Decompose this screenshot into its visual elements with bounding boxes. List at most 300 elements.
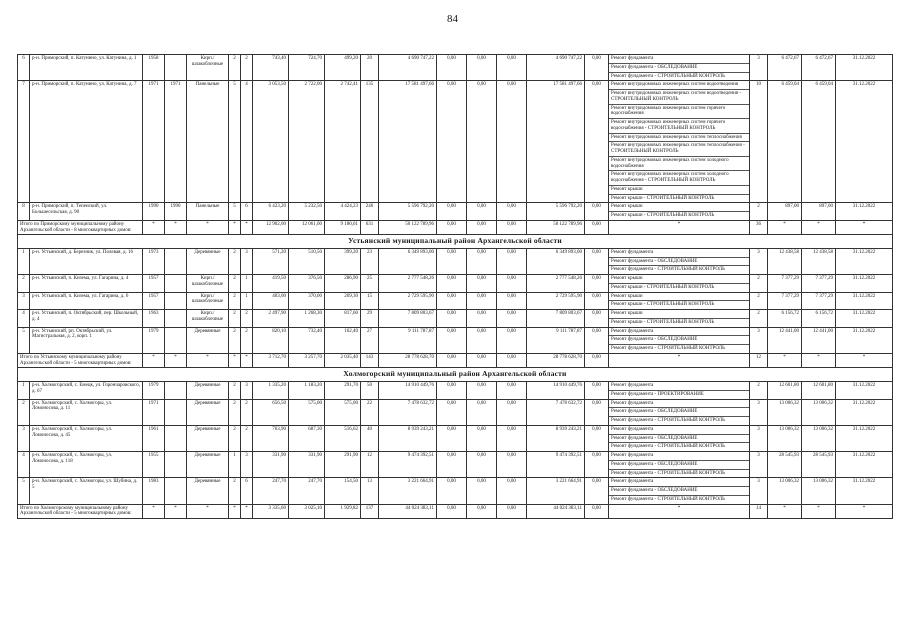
- row-number: 2: [18, 275, 30, 293]
- total-premises-area: 3 257,70: [289, 353, 325, 368]
- row-fund-federal: 0,00: [437, 452, 467, 478]
- row-fund-municipal: 0,00: [497, 81, 527, 203]
- works-list: [609, 426, 749, 451]
- row-works-count: 2: [750, 203, 768, 221]
- row-works-list: [609, 399, 750, 425]
- row-deadline: 31.12.2022: [836, 203, 893, 221]
- row-total-area: 2 497,90: [253, 310, 289, 328]
- row-entrances: 1: [241, 292, 253, 310]
- row-premises-area: 247,70: [289, 478, 325, 504]
- total-total-area: 3 335,60: [253, 504, 289, 519]
- table-row: [18, 382, 893, 400]
- total-total-area: 3 712,70: [253, 353, 289, 368]
- row-living-area: 817,60: [325, 310, 361, 328]
- works-list: [609, 203, 749, 220]
- row-residents: 29: [361, 310, 379, 328]
- total-star: *: [143, 504, 165, 519]
- row-premises-area: 370,00: [289, 292, 325, 310]
- row-number: 5: [18, 327, 30, 353]
- row-unit-cost: 28 545,93: [768, 452, 802, 478]
- total-cost: 28 778 628,70: [379, 353, 437, 368]
- row-wall-material: Кирп./ шлакоблочные: [187, 310, 229, 328]
- row-number: 7: [18, 81, 30, 203]
- row-entrances: 2: [241, 327, 253, 353]
- row-floors: 1: [229, 452, 241, 478]
- total-fund-other: 0,00: [585, 504, 609, 519]
- row-residents: 27: [361, 327, 379, 353]
- work-item: Ремонт фундамента: [609, 382, 749, 391]
- row-fund-federal: 0,00: [437, 478, 467, 504]
- row-year-built: 1958: [143, 55, 165, 81]
- row-cost-total: 8 939 243,21: [379, 425, 437, 451]
- row-living-area: 154,50: [325, 478, 361, 504]
- row-unit-cost: 12 441,00: [768, 327, 802, 353]
- row-number: 5: [18, 478, 30, 504]
- total-star: *: [768, 353, 802, 368]
- row-fund-owners: 6 349 893,00: [527, 248, 585, 274]
- work-item: Ремонт крыши - СТРОИТЕЛЬНЫЙ КОНТРОЛЬ: [611, 213, 715, 218]
- row-fund-owners: 9 111 787,87: [527, 327, 585, 353]
- row-fund-other: 0,00: [585, 248, 609, 274]
- row-works-count: 3: [750, 425, 768, 451]
- row-floors: 2: [229, 382, 241, 400]
- row-residents: 12: [361, 452, 379, 478]
- row-cost-total: 7 478 632,72: [379, 399, 437, 425]
- row-number: 2: [18, 399, 30, 425]
- row-entrances: 3: [241, 382, 253, 400]
- total-fund-owners: 28 778 628,70: [527, 353, 585, 368]
- row-unit-cost: 7 377,29: [768, 275, 802, 293]
- table-row: [18, 55, 893, 81]
- total-star: *: [241, 220, 253, 235]
- row-cost-total: 3 221 664,91: [379, 478, 437, 504]
- row-deadline: 31.12.2022: [836, 275, 893, 293]
- row-total-area: 1 335,20: [253, 382, 289, 400]
- row-wall-material: Панельные: [187, 203, 229, 221]
- total-premises-area: 12 061,00: [289, 220, 325, 235]
- table-row: [18, 310, 893, 328]
- row-living-area: 399,20: [325, 248, 361, 274]
- total-fund-owners: 50 122 789,96: [527, 220, 585, 235]
- row-fund-owners: 2 729 595,90: [527, 292, 585, 310]
- total-fund-federal: 0,00: [437, 353, 467, 368]
- total-fund-municipal: 0,00: [497, 504, 527, 519]
- row-residents: 246: [361, 203, 379, 221]
- row-number: 1: [18, 382, 30, 400]
- row-entrances: 2: [241, 310, 253, 328]
- work-item: Ремонт фундамента - ОБСЛЕДОВАНИЕ: [609, 487, 749, 496]
- row-fund-other: 0,00: [585, 55, 609, 81]
- row-works-list: [609, 478, 750, 504]
- row-works-list: [609, 275, 750, 293]
- row-floors: 2: [229, 310, 241, 328]
- work-item: Ремонт фундамента - СТРОИТЕЛЬНЫЙ КОНТРОЛЬ: [611, 444, 725, 450]
- row-year-built: 1990: [143, 203, 165, 221]
- works-list: [609, 293, 749, 310]
- row-total-area: 571,20: [253, 248, 289, 274]
- row-fund-federal: 0,00: [437, 382, 467, 400]
- work-item: Ремонт внутридомовых инженерных систем водоотведения - СТРОИТЕЛЬНЫЙ КОНТРОЛЬ: [609, 90, 749, 105]
- row-cost-total: 2 729 595,90: [379, 292, 437, 310]
- row-deadline: 31.12.2022: [836, 425, 893, 451]
- row-year-built: 1957: [143, 275, 165, 293]
- row-floors: 5: [229, 203, 241, 221]
- row-wall-material: Деревянные: [187, 248, 229, 274]
- row-cost-total: 6 349 893,00: [379, 248, 437, 274]
- row-fund-owners: 7 809 803,67: [527, 310, 585, 328]
- row-year-built: 1971: [143, 81, 165, 203]
- row-unit-limit: 7 377,29: [802, 292, 836, 310]
- row-fund-owners: 9 474 392,51: [527, 452, 585, 478]
- total-star: *: [143, 220, 165, 235]
- row-total-area: 331,90: [253, 452, 289, 478]
- row-cost-total: 14 910 449,76: [379, 382, 437, 400]
- row-fund-federal: 0,00: [437, 203, 467, 221]
- row-fund-other: 0,00: [585, 81, 609, 203]
- row-floors: 2: [229, 248, 241, 274]
- row-residents: 23: [361, 248, 379, 274]
- row-entrances: 1: [241, 275, 253, 293]
- row-cost-total: 4 690 747,22: [379, 55, 437, 81]
- row-total-area: 403,00: [253, 292, 289, 310]
- row-cost-total: 2 777 548,26: [379, 275, 437, 293]
- works-list: [609, 382, 749, 399]
- row-works-list: [609, 292, 750, 310]
- work-item: Ремонт крыши - СТРОИТЕЛЬНЫЙ КОНТРОЛЬ: [611, 319, 715, 325]
- work-item: Ремонт внутридомовых инженерных систем теплоснабжения: [609, 134, 749, 143]
- row-unit-limit: 6 459,04: [802, 81, 836, 203]
- total-fund-municipal: 0,00: [497, 353, 527, 368]
- row-floors: 2: [229, 399, 241, 425]
- row-works-count: 2: [750, 382, 768, 400]
- total-star: *: [836, 504, 893, 519]
- row-works-list: [609, 203, 750, 221]
- work-item: Ремонт фундамента - СТРОИТЕЛЬНЫЙ КОНТРОЛЬ: [611, 496, 725, 502]
- work-item: Ремонт крыши: [609, 186, 749, 195]
- total-cost: 50 122 789,96: [379, 220, 437, 235]
- row-premises-area: 1 268,30: [289, 310, 325, 328]
- row-cost-total: 7 809 803,67: [379, 310, 437, 328]
- row-entrances: 4: [241, 81, 253, 203]
- row-wall-material: Деревянные: [187, 478, 229, 504]
- work-item: Ремонт фундамента: [609, 55, 749, 64]
- row-number: 4: [18, 310, 30, 328]
- table-row: [18, 275, 893, 293]
- row-fund-other: 0,00: [585, 478, 609, 504]
- table-row: [18, 425, 893, 451]
- work-item: Ремонт крыши: [609, 293, 749, 302]
- total-living-area: 2 035,40: [325, 353, 361, 368]
- row-deadline: 31.12.2022: [836, 399, 893, 425]
- table-row: [18, 327, 893, 353]
- row-wall-material: Деревянные: [187, 382, 229, 400]
- row-fund-other: 0,00: [585, 203, 609, 221]
- total-fund-regional: 0,00: [467, 504, 497, 519]
- row-fund-regional: 0,00: [467, 81, 497, 203]
- row-works-list: [609, 425, 750, 451]
- row-living-area: 575,00: [325, 399, 361, 425]
- row-cost-total: 5 596 792,20: [379, 203, 437, 221]
- row-floors: 2: [229, 425, 241, 451]
- row-unit-limit: 28 545,93: [802, 452, 836, 478]
- row-fund-other: 0,00: [585, 452, 609, 478]
- work-item: Ремонт фундамента - СТРОИТЕЛЬНЫЙ КОНТРОЛЬ: [611, 267, 725, 273]
- row-unit-cost: 13 006,32: [768, 399, 802, 425]
- row-fund-owners: 14 910 449,76: [527, 382, 585, 400]
- total-star: *: [768, 220, 802, 235]
- total-label: Итого по Приморскому муниципальному району Архангельской области - 8 многоквартирных домов:: [18, 220, 143, 235]
- row-living-area: 291,70: [325, 382, 361, 400]
- region-header-row: [18, 368, 893, 382]
- work-item: Ремонт фундамента - ОБСЛЕДОВАНИЕ: [609, 258, 749, 267]
- total-fund-regional: 0,00: [467, 220, 497, 235]
- work-item: Ремонт крыши - СТРОИТЕЛЬНЫЙ КОНТРОЛЬ: [611, 195, 715, 201]
- work-item: Ремонт фундамента: [609, 452, 749, 461]
- row-number: 4: [18, 452, 30, 478]
- total-residents: 143: [361, 353, 379, 368]
- row-fund-owners: 5 596 792,20: [527, 203, 585, 221]
- row-wall-material: Кирп./ шлакоблочные: [187, 292, 229, 310]
- row-deadline: 31.12.2022: [836, 382, 893, 400]
- row-works-list: [609, 81, 750, 203]
- row-deadline: 31.12.2022: [836, 452, 893, 478]
- row-floors: 2: [229, 478, 241, 504]
- row-fund-other: 0,00: [585, 382, 609, 400]
- total-cost: 44 024 383,11: [379, 504, 437, 519]
- row-premises-area: 724,70: [289, 55, 325, 81]
- row-year-built: 1979: [143, 382, 165, 400]
- row-fund-federal: 0,00: [437, 327, 467, 353]
- row-year-built: 1971: [143, 399, 165, 425]
- row-deadline: 31.12.2022: [836, 292, 893, 310]
- work-item: Ремонт фундамента - ОБСЛЕДОВАНИЕ: [609, 461, 749, 470]
- table-row: [18, 203, 893, 221]
- row-residents: 25: [361, 275, 379, 293]
- row-works-count: 2: [750, 292, 768, 310]
- row-number: 1: [18, 248, 30, 274]
- work-item: Ремонт фундамента: [609, 478, 749, 487]
- total-fund-regional: 0,00: [467, 353, 497, 368]
- row-floors: 2: [229, 292, 241, 310]
- row-wall-material: Кирп./ шлакоблочные: [187, 275, 229, 293]
- row-works-count: 3: [750, 478, 768, 504]
- total-star: *: [836, 353, 893, 368]
- row-fund-regional: 0,00: [467, 425, 497, 451]
- row-year-overhaul: 1971: [165, 81, 187, 203]
- row-works-list: [609, 55, 750, 81]
- total-fund-federal: 0,00: [437, 504, 467, 519]
- row-works-count: 2: [750, 275, 768, 293]
- row-address: р-н. Холмогорский, с. Холмогоры, ул. Ломоносова, д. 45: [30, 425, 143, 451]
- work-item: Ремонт фундамента - ОБСЛЕДОВАНИЕ: [609, 64, 749, 73]
- row-fund-municipal: 0,00: [497, 55, 527, 81]
- row-year-built: 1973: [143, 248, 165, 274]
- work-item: Ремонт внутридомовых инженерных систем горячего водоснабжения - СТРОИТЕЛЬНЫЙ КОНТРОЛЬ: [609, 119, 749, 134]
- row-fund-owners: 2 777 548,26: [527, 275, 585, 293]
- total-star: *: [187, 353, 229, 368]
- row-address: р-н. Устьянский, п. Кизема, ул. Гагарина, д. 4: [30, 275, 143, 293]
- row-premises-area: 376,50: [289, 275, 325, 293]
- row-works-count: 3: [750, 327, 768, 353]
- work-item: Ремонт фундамента - СТРОИТЕЛЬНЫЙ КОНТРОЛЬ: [611, 418, 725, 423]
- total-fund-municipal: 0,00: [497, 220, 527, 235]
- row-fund-regional: 0,00: [467, 55, 497, 81]
- total-fund-other: 0,00: [585, 220, 609, 235]
- row-floors: 2: [229, 275, 241, 293]
- row-fund-owners: 17 581 497,66: [527, 81, 585, 203]
- row-works-list: [609, 310, 750, 328]
- row-fund-federal: 0,00: [437, 399, 467, 425]
- row-unit-limit: 7 377,29: [802, 275, 836, 293]
- row-premises-area: 331,90: [289, 452, 325, 478]
- row-deadline: 31.12.2022: [836, 478, 893, 504]
- row-year-overhaul: [165, 292, 187, 310]
- region-header-row: [18, 235, 893, 249]
- total-residents: 137: [361, 504, 379, 519]
- row-unit-cost: 6 459,04: [768, 81, 802, 203]
- works-list: [609, 55, 749, 80]
- total-star: *: [836, 220, 893, 235]
- row-year-overhaul: [165, 399, 187, 425]
- total-star: *: [165, 353, 187, 368]
- row-unit-cost: 6 472,67: [768, 55, 802, 81]
- row-total-area: 743,40: [253, 55, 289, 81]
- row-living-area: 2 742,41: [325, 81, 361, 203]
- row-fund-owners: 4 690 747,22: [527, 55, 585, 81]
- row-entrances: 2: [241, 55, 253, 81]
- row-year-overhaul: [165, 310, 187, 328]
- total-star: *: [165, 504, 187, 519]
- row-entrances: 3: [241, 248, 253, 274]
- row-year-overhaul: [165, 55, 187, 81]
- row-floors: 2: [229, 55, 241, 81]
- row-cost-total: 9 474 392,51: [379, 452, 437, 478]
- row-year-built: 1983: [143, 478, 165, 504]
- row-fund-regional: 0,00: [467, 203, 497, 221]
- work-item: Ремонт фундамента: [609, 426, 749, 435]
- row-fund-regional: 0,00: [467, 248, 497, 274]
- row-works-list: [609, 452, 750, 478]
- total-star: *: [229, 353, 241, 368]
- row-fund-other: 0,00: [585, 310, 609, 328]
- works-list: [609, 452, 749, 477]
- row-residents: 15: [361, 292, 379, 310]
- row-wall-material: Деревянные: [187, 327, 229, 353]
- row-deadline: 31.12.2022: [836, 248, 893, 274]
- row-fund-municipal: 0,00: [497, 310, 527, 328]
- row-address: р-н. Холмогорский, с. Холмогоры, ул. Ломоносова, д. 11: [30, 399, 143, 425]
- total-living-area: 1 929,82: [325, 504, 361, 519]
- work-item: Ремонт внутридомовых инженерных систем водоотведения: [609, 81, 749, 90]
- row-entrances: 6: [241, 203, 253, 221]
- row-unit-cost: 13 006,32: [768, 425, 802, 451]
- section-total-row: [18, 220, 893, 235]
- total-star: *: [802, 220, 836, 235]
- row-address: р-н. Устьянский, п. Кизема, ул. Гагарина, д. 6: [30, 292, 143, 310]
- row-fund-regional: 0,00: [467, 292, 497, 310]
- total-star: *: [241, 353, 253, 368]
- row-fund-federal: 0,00: [437, 310, 467, 328]
- row-address: р-н. Устьянский, п. Октябрьский, пер. Школьный, д. 4: [30, 310, 143, 328]
- row-total-area: 820,10: [253, 327, 289, 353]
- row-year-built: 1961: [143, 425, 165, 451]
- row-wall-material: Деревянные: [187, 452, 229, 478]
- row-total-area: 6 423,20: [253, 203, 289, 221]
- table-row: [18, 248, 893, 274]
- total-residents: 631: [361, 220, 379, 235]
- work-item: Ремонт фундамента - ОБСЛЕДОВАНИЕ: [609, 435, 749, 444]
- works-list: [609, 81, 749, 202]
- row-unit-limit: 12 441,00: [802, 327, 836, 353]
- work-item: Ремонт фундамента - ОБСЛЕДОВАНИЕ: [609, 336, 749, 345]
- total-works-count: 12: [750, 353, 768, 368]
- row-unit-cost: 13 006,32: [768, 478, 802, 504]
- row-fund-municipal: 0,00: [497, 327, 527, 353]
- row-fund-other: 0,00: [585, 327, 609, 353]
- row-wall-material: Панельные: [187, 81, 229, 203]
- row-fund-owners: 7 478 632,72: [527, 399, 585, 425]
- row-unit-cost: 12 438,58: [768, 248, 802, 274]
- row-fund-regional: 0,00: [467, 478, 497, 504]
- works-list: [609, 310, 749, 327]
- row-premises-area: 2 722,00: [289, 81, 325, 203]
- total-label: Итого по Холмогорскому муниципальному району Архангельской области - 5 многоквартирных домов:: [18, 504, 143, 519]
- row-address: р-н. Устьянский, рп. Октябрьский, ул. Магистральная, д. 2, корп. 1: [30, 327, 143, 353]
- row-total-area: 3 053,50: [253, 81, 289, 203]
- row-deadline: 31.12.2022: [836, 327, 893, 353]
- total-fund-owners: 44 024 383,11: [527, 504, 585, 519]
- row-residents: 135: [361, 81, 379, 203]
- region-title: Устьянский муниципальный район Архангельской области: [18, 235, 893, 249]
- row-fund-municipal: 0,00: [497, 203, 527, 221]
- total-star: *: [609, 353, 750, 368]
- row-works-count: 3: [750, 399, 768, 425]
- row-premises-area: 732,40: [289, 327, 325, 353]
- row-address: р-н. Приморский, п. Тепенский, ул. Большесельская, д. 90: [30, 203, 143, 221]
- row-unit-limit: 12 438,58: [802, 248, 836, 274]
- row-residents: 40: [361, 425, 379, 451]
- total-works-count: 14: [750, 504, 768, 519]
- works-list: [609, 400, 749, 425]
- row-address: р-н. Приморский, п. Катунино, ул. Катунина, д. 1: [30, 55, 143, 81]
- row-address: р-н. Холмогорский, с. Холмогоры, ул. Ломоносова, д. 118: [30, 452, 143, 478]
- row-fund-other: 0,00: [585, 292, 609, 310]
- section-total-row: [18, 504, 893, 519]
- row-premises-area: 1 183,20: [289, 382, 325, 400]
- row-living-area: 286,90: [325, 275, 361, 293]
- row-fund-regional: 0,00: [467, 382, 497, 400]
- row-premises-area: 687,30: [289, 425, 325, 451]
- register-body: [18, 55, 893, 519]
- row-residents: 20: [361, 55, 379, 81]
- row-entrances: 6: [241, 478, 253, 504]
- row-unit-limit: 897,00: [802, 203, 836, 221]
- works-list: [609, 328, 749, 353]
- row-premises-area: 510,50: [289, 248, 325, 274]
- row-unit-cost: 897,00: [768, 203, 802, 221]
- row-deadline: 31.12.2022: [836, 310, 893, 328]
- total-star: *: [187, 504, 229, 519]
- row-year-overhaul: [165, 248, 187, 274]
- row-fund-owners: 3 221 664,91: [527, 478, 585, 504]
- row-fund-owners: 8 939 243,21: [527, 425, 585, 451]
- row-entrances: 2: [241, 399, 253, 425]
- row-fund-federal: 0,00: [437, 55, 467, 81]
- row-year-overhaul: [165, 425, 187, 451]
- work-item: Ремонт фундамента: [609, 249, 749, 258]
- row-works-count: 10: [750, 81, 768, 203]
- row-living-area: 162,40: [325, 327, 361, 353]
